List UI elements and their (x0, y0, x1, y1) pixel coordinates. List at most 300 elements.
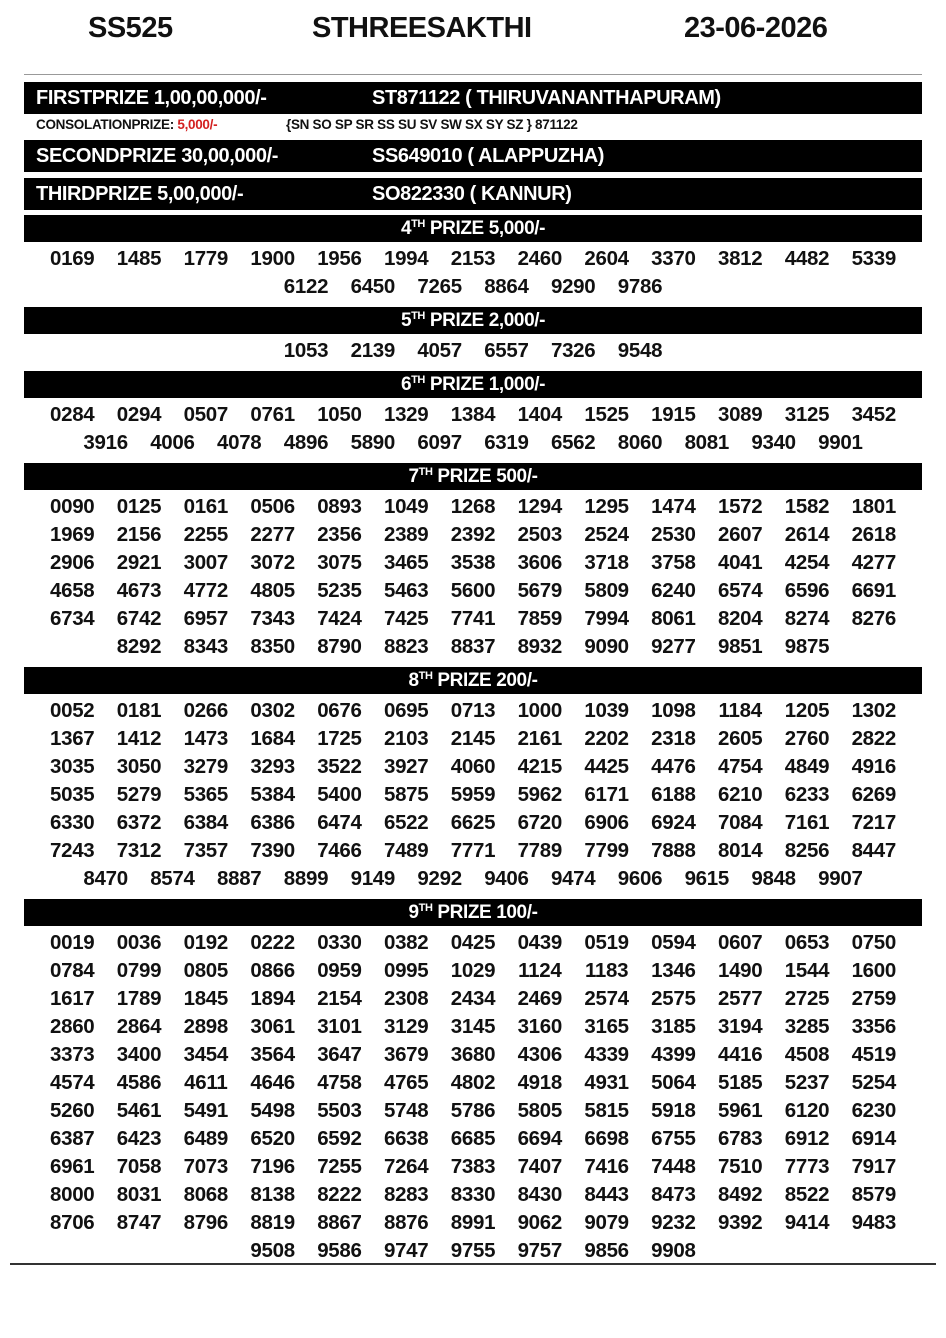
winning-number: 6120 (784, 1099, 830, 1122)
winning-number: 8061 (651, 607, 696, 630)
winning-number: 8932 (517, 635, 562, 658)
winning-number: 7255 (317, 1155, 362, 1178)
winning-number: 3061 (250, 1015, 295, 1038)
winning-number: 6574 (717, 579, 763, 602)
winning-number: 3089 (717, 403, 763, 426)
winning-number: 7424 (317, 607, 362, 630)
winning-number: 8283 (383, 1183, 429, 1206)
winning-number: 9786 (617, 275, 663, 298)
winning-number: 9548 (617, 339, 663, 362)
winning-number: 3680 (450, 1043, 496, 1066)
winning-number: 7265 (417, 275, 462, 298)
winning-number: 6957 (183, 607, 228, 630)
winning-number: 3165 (584, 1015, 629, 1038)
winning-number: 3101 (317, 1015, 362, 1038)
winning-number: 7448 (651, 1155, 696, 1178)
winning-number: 2574 (584, 987, 629, 1010)
number-row (24, 633, 922, 661)
winning-number: 2524 (584, 523, 629, 546)
prize-rank: 8 (408, 670, 419, 691)
winning-number: 4306 (517, 1043, 562, 1066)
winning-number: 2154 (317, 987, 362, 1010)
first-prize-bar (24, 82, 922, 114)
winning-number: 8000 (50, 1183, 95, 1206)
winning-number: 5235 (317, 579, 362, 602)
winning-number: 8138 (250, 1183, 295, 1206)
winning-number: 8470 (83, 867, 128, 890)
winning-number: 6319 (484, 431, 529, 454)
second-prize-bar (24, 140, 922, 172)
number-row (24, 985, 922, 1013)
winning-number: 4399 (651, 1043, 696, 1066)
prize-rank: 4 (400, 218, 412, 239)
prize-numbers-9 (24, 926, 922, 1271)
first-prize-ticket: ST871122 ( THIRUVANANTHAPURAM) (372, 87, 721, 109)
winning-number: 1029 (450, 959, 496, 982)
winning-number: 5461 (116, 1099, 162, 1122)
winning-number: 3160 (517, 1015, 562, 1038)
winning-number: 7383 (450, 1155, 496, 1178)
winning-number: 7466 (317, 839, 362, 862)
winning-number: 9406 (484, 867, 529, 890)
winning-number: 2469 (517, 987, 562, 1010)
winning-number: 1183 (584, 959, 629, 982)
winning-number: 5959 (450, 783, 496, 806)
winning-number: 8819 (250, 1211, 295, 1234)
number-row (24, 1153, 922, 1181)
winning-number: 4805 (250, 579, 295, 602)
winning-number: 4277 (851, 551, 896, 574)
winning-number: 4673 (116, 579, 162, 602)
header-divider (24, 74, 922, 75)
result-header (0, 12, 946, 54)
winning-number: 3916 (83, 431, 128, 454)
winning-number: 1302 (851, 699, 896, 722)
winning-number: 8522 (784, 1183, 830, 1206)
winning-number: 0294 (116, 403, 162, 426)
prize-amount-text: PRIZE 500/- (432, 466, 538, 487)
third-prize-ticket: SO822330 ( KANNUR) (372, 183, 572, 205)
winning-number: 3679 (383, 1043, 429, 1066)
number-row (24, 493, 922, 521)
winning-number: 1582 (784, 495, 830, 518)
winning-number: 8579 (851, 1183, 896, 1206)
winning-number: 2607 (717, 523, 763, 546)
number-row (24, 1041, 922, 1069)
winning-number: 4802 (450, 1071, 496, 1094)
winning-number: 2760 (784, 727, 830, 750)
winning-number: 2389 (383, 523, 429, 546)
third-prize-label: THIRDPRIZE 5,00,000/- (36, 183, 244, 205)
prize-heading-7 (24, 463, 922, 490)
prize-rank-suffix: TH (411, 374, 425, 386)
winning-number: 0750 (851, 931, 896, 954)
winning-number: 7326 (550, 339, 596, 362)
winning-number: 6924 (651, 811, 696, 834)
winning-number: 8876 (383, 1211, 429, 1234)
winning-number: 5491 (183, 1099, 228, 1122)
winning-number: 4611 (184, 1071, 228, 1094)
prize-rank-suffix: TH (418, 466, 433, 478)
winning-number: 7489 (383, 839, 429, 862)
winning-number: 1684 (250, 727, 295, 750)
winning-number: 5805 (517, 1099, 562, 1122)
winning-number: 2255 (183, 523, 228, 546)
winning-number: 3400 (116, 1043, 162, 1066)
winning-number: 3293 (250, 755, 295, 778)
winning-number: 4339 (584, 1043, 629, 1066)
winning-number: 2392 (450, 523, 496, 546)
winning-number: 2156 (116, 523, 162, 546)
winning-number: 3125 (784, 403, 830, 426)
winning-number: 8343 (183, 635, 228, 658)
winning-number: 6685 (450, 1127, 496, 1150)
winning-number: 1039 (584, 699, 629, 722)
winning-number: 9757 (517, 1239, 562, 1262)
winning-number: 8574 (150, 867, 195, 890)
winning-number: 0169 (50, 247, 95, 270)
winning-number: 6783 (717, 1127, 763, 1150)
winning-number: 7217 (851, 811, 896, 834)
winning-number: 1329 (383, 403, 429, 426)
prize-sections (24, 215, 922, 1271)
winning-number: 0507 (183, 403, 228, 426)
winning-number: 7425 (383, 607, 429, 630)
winning-number: 5064 (651, 1071, 696, 1094)
winning-number: 3035 (50, 755, 95, 778)
winning-number: 7390 (250, 839, 295, 862)
winning-number: 7243 (50, 839, 95, 862)
winning-number: 9606 (617, 867, 663, 890)
winning-number: 4508 (784, 1043, 830, 1066)
winning-number: 7917 (851, 1155, 896, 1178)
winning-number: 2308 (383, 987, 429, 1010)
winning-number: 4758 (317, 1071, 362, 1094)
winning-number: 6520 (250, 1127, 295, 1150)
winning-number: 8473 (651, 1183, 696, 1206)
winning-number: 9079 (584, 1211, 629, 1234)
winning-number: 3606 (517, 551, 562, 574)
winning-number: 1295 (584, 495, 629, 518)
winning-number: 0052 (50, 699, 95, 722)
winning-number: 1994 (383, 247, 429, 270)
winning-number: 1544 (784, 959, 830, 982)
winning-number: 9149 (350, 867, 395, 890)
number-row (24, 401, 922, 429)
winning-number: 6742 (116, 607, 162, 630)
winning-number: 3075 (317, 551, 362, 574)
winning-number: 8292 (116, 635, 162, 658)
prize-heading-9 (24, 899, 922, 926)
winning-number: 7343 (250, 607, 295, 630)
winning-number: 8222 (317, 1183, 362, 1206)
prize-rank: 9 (408, 902, 419, 923)
winning-number: 7058 (116, 1155, 162, 1178)
second-prize-label: SECONDPRIZE 30,00,000/- (36, 145, 279, 167)
winning-number: 4765 (383, 1071, 429, 1094)
winning-number: 5260 (50, 1099, 95, 1122)
winning-number: 1049 (383, 495, 429, 518)
winning-number: 1294 (517, 495, 562, 518)
winning-number: 6596 (784, 579, 830, 602)
winning-number: 6474 (317, 811, 362, 834)
winning-number: 2503 (517, 523, 562, 546)
winning-number: 7357 (183, 839, 228, 862)
winning-number: 8706 (50, 1211, 95, 1234)
winning-number: 3812 (717, 247, 763, 270)
winning-number: 2145 (450, 727, 496, 750)
winning-number: 9292 (417, 867, 462, 890)
winning-number: 8256 (784, 839, 830, 862)
winning-number: 4931 (584, 1071, 629, 1094)
winning-number: 0893 (317, 495, 362, 518)
winning-number: 2864 (116, 1015, 162, 1038)
winning-number: 5035 (50, 783, 95, 806)
consolation-amount: 5,000/- (177, 117, 218, 132)
winning-number: 1346 (651, 959, 696, 982)
winning-number: 6240 (651, 579, 696, 602)
winning-number: 8031 (116, 1183, 162, 1206)
winning-number: 4215 (517, 755, 562, 778)
winning-number: 1779 (183, 247, 228, 270)
winning-number: 5962 (517, 783, 562, 806)
number-row (24, 273, 922, 301)
winning-number: 6450 (350, 275, 395, 298)
winning-number: 6188 (651, 783, 696, 806)
winning-number: 6698 (584, 1127, 629, 1150)
winning-number: 9483 (851, 1211, 896, 1234)
winning-number: 9340 (751, 431, 796, 454)
winning-number: 2103 (383, 727, 429, 750)
winning-number: 6387 (50, 1127, 95, 1150)
winning-number: 3465 (383, 551, 429, 574)
winning-number: 3129 (383, 1015, 429, 1038)
winning-number: 9848 (751, 867, 796, 890)
winning-number: 1412 (116, 727, 162, 750)
winning-number: 0519 (584, 931, 629, 954)
winning-number: 0125 (116, 495, 162, 518)
winning-number: 0995 (383, 959, 429, 982)
number-row (24, 521, 922, 549)
winning-number: 6122 (283, 275, 329, 298)
number-row (24, 957, 922, 985)
prize-heading-6 (24, 371, 922, 398)
prize-numbers-6 (24, 398, 922, 463)
number-row (24, 809, 922, 837)
number-row (24, 577, 922, 605)
winning-number: 0090 (50, 495, 95, 518)
winning-number: 2822 (851, 727, 896, 750)
winning-number: 3758 (651, 551, 696, 574)
winning-number: 0302 (250, 699, 295, 722)
winning-number: 5400 (317, 783, 362, 806)
winning-number: 4574 (50, 1071, 95, 1094)
winning-number: 8443 (584, 1183, 629, 1206)
winning-number: 1124 (518, 959, 562, 982)
winning-number: 6269 (851, 783, 896, 806)
winning-number: 6330 (50, 811, 95, 834)
winning-number: 9856 (584, 1239, 629, 1262)
winning-number: 6638 (383, 1127, 429, 1150)
winning-number: 8204 (717, 607, 763, 630)
winning-number: 2618 (851, 523, 896, 546)
winning-number: 7510 (717, 1155, 763, 1178)
winning-number: 3356 (851, 1015, 896, 1038)
winning-number: 4772 (183, 579, 228, 602)
prize-numbers-5 (24, 334, 922, 371)
winning-number: 2921 (116, 551, 162, 574)
number-row (24, 1181, 922, 1209)
winning-number: 1485 (116, 247, 162, 270)
winning-number: 2575 (651, 987, 696, 1010)
winning-number: 0161 (183, 495, 228, 518)
winning-number: 9062 (517, 1211, 562, 1234)
winning-number: 6489 (183, 1127, 228, 1150)
winning-number: 0676 (317, 699, 362, 722)
winning-number: 1617 (50, 987, 95, 1010)
number-row (24, 605, 922, 633)
winning-number: 8430 (517, 1183, 562, 1206)
winning-number: 5279 (116, 783, 162, 806)
winning-number: 7789 (517, 839, 562, 862)
winning-number: 7196 (250, 1155, 295, 1178)
winning-number: 3718 (584, 551, 629, 574)
winning-number: 4918 (517, 1071, 562, 1094)
winning-number: 4057 (417, 339, 462, 362)
winning-number: 7799 (584, 839, 629, 862)
winning-number: 2759 (851, 987, 896, 1010)
winning-number: 3370 (651, 247, 696, 270)
winning-number: 8350 (250, 635, 295, 658)
winning-number: 9392 (717, 1211, 763, 1234)
winning-number: 5254 (851, 1071, 896, 1094)
winning-number: 4416 (717, 1043, 763, 1066)
winning-number: 7312 (116, 839, 162, 862)
winning-number: 0713 (450, 699, 496, 722)
winning-number: 1000 (517, 699, 562, 722)
winning-number: 4254 (784, 551, 830, 574)
results-sheet (24, 82, 922, 1271)
winning-number: 8330 (450, 1183, 496, 1206)
winning-number: 4078 (217, 431, 262, 454)
winning-number: 5498 (250, 1099, 295, 1122)
prize-amount-text: PRIZE 1,000/- (424, 374, 546, 395)
number-row (24, 929, 922, 957)
winning-number: 9277 (651, 635, 696, 658)
winning-number: 6961 (50, 1155, 95, 1178)
winning-number: 5809 (584, 579, 629, 602)
winning-number: 8796 (183, 1211, 228, 1234)
winning-number: 4060 (450, 755, 496, 778)
prize-rank: 6 (400, 374, 412, 395)
winning-number: 3454 (183, 1043, 228, 1066)
number-row (24, 725, 922, 753)
winning-number: 0036 (116, 931, 162, 954)
winning-number: 8081 (684, 431, 729, 454)
winning-number: 5890 (350, 431, 395, 454)
draw-date: 23-06-2026 (684, 12, 828, 44)
winning-number: 3647 (317, 1043, 362, 1066)
winning-number: 9875 (784, 635, 830, 658)
winning-number: 6562 (550, 431, 596, 454)
winning-number: 1525 (584, 403, 629, 426)
winning-number: 0866 (250, 959, 295, 982)
winning-number: 6423 (116, 1127, 162, 1150)
winning-number: 5503 (317, 1099, 362, 1122)
winning-number: 8276 (851, 607, 896, 630)
winning-number: 7416 (584, 1155, 629, 1178)
winning-number: 6734 (50, 607, 95, 630)
winning-number: 4658 (50, 579, 95, 602)
third-prize-bar (24, 178, 922, 210)
winning-number: 2725 (784, 987, 830, 1010)
winning-number: 5918 (651, 1099, 696, 1122)
winning-number: 4896 (283, 431, 329, 454)
prize-rank-suffix: TH (418, 670, 433, 682)
winning-number: 3279 (183, 755, 228, 778)
winning-number: 6625 (450, 811, 496, 834)
winning-number: 8864 (484, 275, 529, 298)
winning-number: 1474 (651, 495, 696, 518)
winning-number: 3050 (116, 755, 162, 778)
winning-number: 0019 (50, 931, 95, 954)
winning-number: 2161 (517, 727, 562, 750)
consolation-label (36, 114, 217, 136)
winning-number: 0266 (183, 699, 228, 722)
consolation-label-text: CONSOLATIONPRIZE: (36, 117, 178, 132)
prize-heading-8 (24, 667, 922, 694)
winning-number: 5339 (851, 247, 896, 270)
prize-heading-5 (24, 307, 922, 334)
winning-number: 7161 (784, 811, 830, 834)
winning-number: 8492 (717, 1183, 763, 1206)
prize-numbers-8 (24, 694, 922, 899)
winning-number: 7264 (383, 1155, 429, 1178)
winning-number: 3927 (383, 755, 429, 778)
winning-number: 1600 (851, 959, 896, 982)
winning-number: 0181 (116, 699, 162, 722)
winning-number: 9851 (717, 635, 763, 658)
winning-number: 7859 (517, 607, 562, 630)
number-row (24, 1069, 922, 1097)
prize-rank-suffix: TH (411, 310, 425, 322)
number-row (24, 865, 922, 893)
winning-number: 0607 (717, 931, 763, 954)
winning-number: 3194 (717, 1015, 763, 1038)
winning-number: 0784 (50, 959, 95, 982)
winning-number: 3072 (250, 551, 295, 574)
lottery-name: STHREESAKTHI (312, 12, 532, 44)
winning-number: 8014 (717, 839, 763, 862)
winning-number: 1050 (317, 403, 362, 426)
winning-number: 1367 (50, 727, 95, 750)
prize-numbers-4 (24, 242, 922, 307)
prize-amount-text: PRIZE 5,000/- (424, 218, 546, 239)
winning-number: 0284 (50, 403, 95, 426)
winning-number: 9908 (651, 1239, 696, 1262)
winning-number: 8747 (116, 1211, 162, 1234)
winning-number: 1915 (651, 403, 696, 426)
winning-number: 1404 (517, 403, 562, 426)
number-row (24, 837, 922, 865)
winning-number: 4849 (784, 755, 830, 778)
winning-number: 1894 (250, 987, 295, 1010)
winning-number: 3564 (250, 1043, 295, 1066)
winning-number: 3285 (784, 1015, 830, 1038)
winning-number: 0594 (651, 931, 696, 954)
winning-number: 4006 (150, 431, 195, 454)
number-row (24, 697, 922, 725)
